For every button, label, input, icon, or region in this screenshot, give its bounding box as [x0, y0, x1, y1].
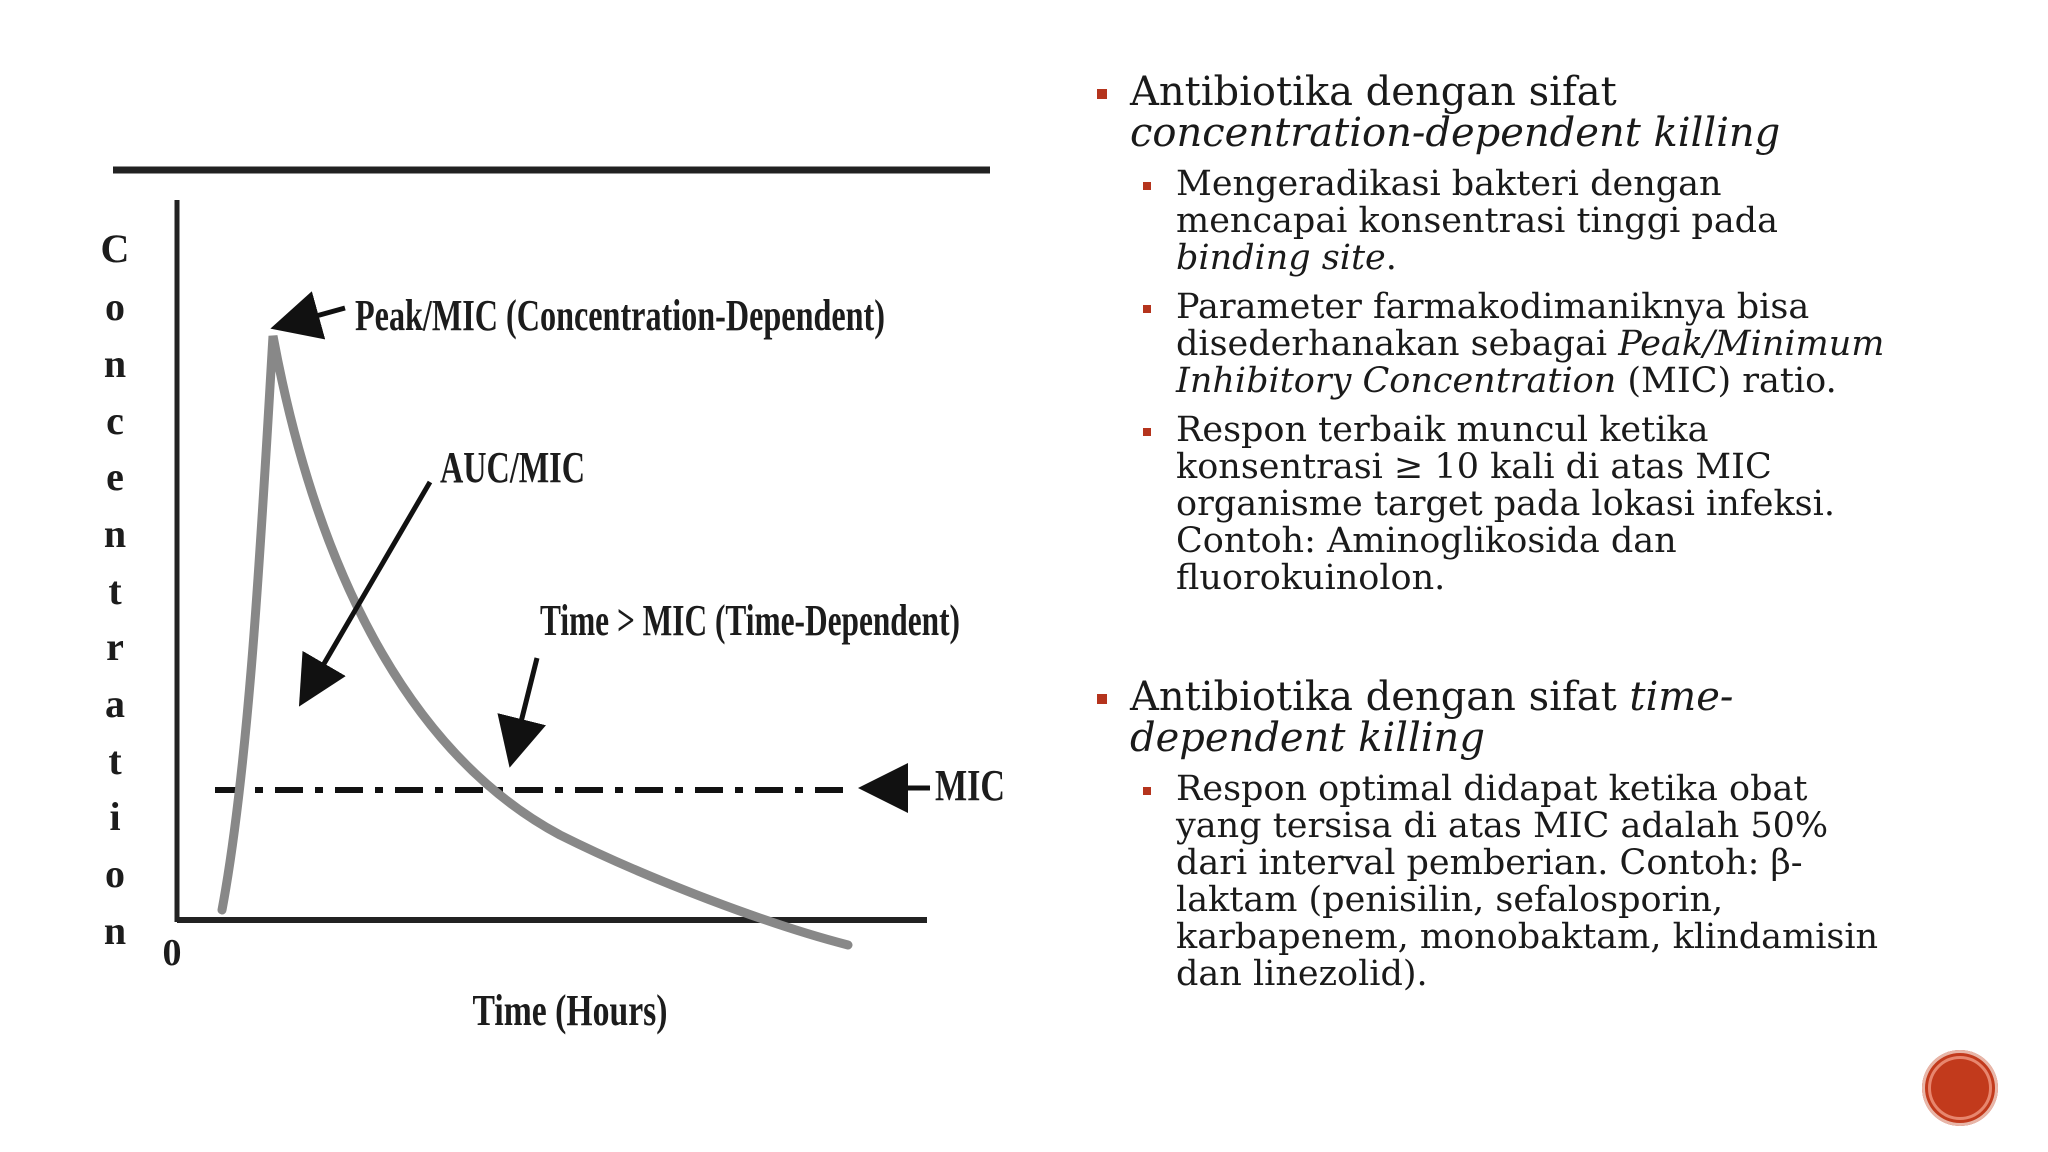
bullet-marker	[1097, 89, 1107, 99]
y-letter: a	[105, 681, 125, 726]
bullet-italic-text: concentration-dependent killing	[1130, 110, 1781, 156]
sub-bullet	[1090, 412, 1890, 597]
sub-bullet-marker	[1143, 305, 1151, 313]
y-letter: n	[103, 908, 127, 953]
sub-bullet-italic: Peak/Minimum Inhibitory Concentration	[1176, 324, 1885, 401]
bullet-text: Antibiotika dengan sifat	[1130, 674, 1630, 720]
bullet-concentration-dependent	[1090, 69, 1890, 156]
y-letter: e	[106, 454, 124, 499]
sub-bullet-text: Respon optimal didapat ketika obat yang tersisa di atas MIC adalah 50% dari interval pemberian. Contoh: β-laktam (penisilin, sefalosporin, karbapenem, monobaktam, klindamisin dan linezolid).	[1176, 769, 1879, 994]
y-letter: n	[103, 341, 127, 386]
y-letter: r	[106, 624, 124, 669]
sub-bullet-end: .	[1385, 238, 1397, 278]
y-letter: n	[103, 511, 127, 556]
y-letter: i	[109, 794, 121, 839]
text-panel	[1090, 69, 1890, 994]
y-letter: o	[105, 851, 125, 896]
sub-bullet-marker	[1143, 428, 1151, 436]
y-letter: c	[106, 398, 124, 443]
auc-label: AUC/MIC	[440, 443, 585, 492]
y-letter: o	[105, 284, 125, 329]
y-axis-label	[101, 226, 130, 953]
sub-bullet	[1090, 289, 1890, 400]
sub-bullet	[1090, 771, 1890, 993]
sub-bullet-text: Mengeradikasi bakteri dengan mencapai konsentrasi tinggi pada	[1176, 164, 1778, 241]
time-arrow	[512, 658, 537, 758]
mic-label: MIC	[935, 761, 1005, 810]
bullet-text: Antibiotika dengan sifat	[1130, 69, 1617, 115]
y-letter: t	[108, 738, 122, 783]
peak-arrow	[280, 308, 345, 326]
y-letter: C	[100, 226, 130, 271]
bullet-time-dependent	[1090, 674, 1890, 761]
sub-bullet-marker	[1143, 787, 1151, 795]
sub-bullet-text: Parameter farmakodimaniknya bisa disederhanakan sebagai	[1176, 287, 1810, 364]
peak-label: Peak/MIC (Concentration-Dependent)	[355, 291, 885, 340]
sub-bullet-text: Respon terbaik muncul ketika konsentrasi ≥ 10 kali di atas MIC organisme target pada lokasi infeksi. Contoh: Aminoglikosida dan fluorokuinolon.	[1176, 410, 1835, 598]
origin-label: 0	[162, 932, 182, 974]
badge-ring	[1928, 1056, 1992, 1120]
time-label: Time > MIC (Time-Dependent)	[540, 596, 960, 645]
sub-bullet-italic: binding site	[1176, 238, 1386, 278]
x-axis-label: Time (Hours)	[472, 986, 668, 1035]
sub-bullet-end: (MIC) ratio.	[1616, 361, 1837, 401]
bullet-italic-text: time-dependent killing	[1130, 674, 1734, 761]
y-letter: t	[108, 568, 122, 613]
sub-bullet-marker	[1143, 182, 1151, 190]
bullet-marker	[1097, 694, 1107, 704]
sub-bullet	[1090, 166, 1890, 277]
slide-badge	[1922, 1050, 1998, 1126]
